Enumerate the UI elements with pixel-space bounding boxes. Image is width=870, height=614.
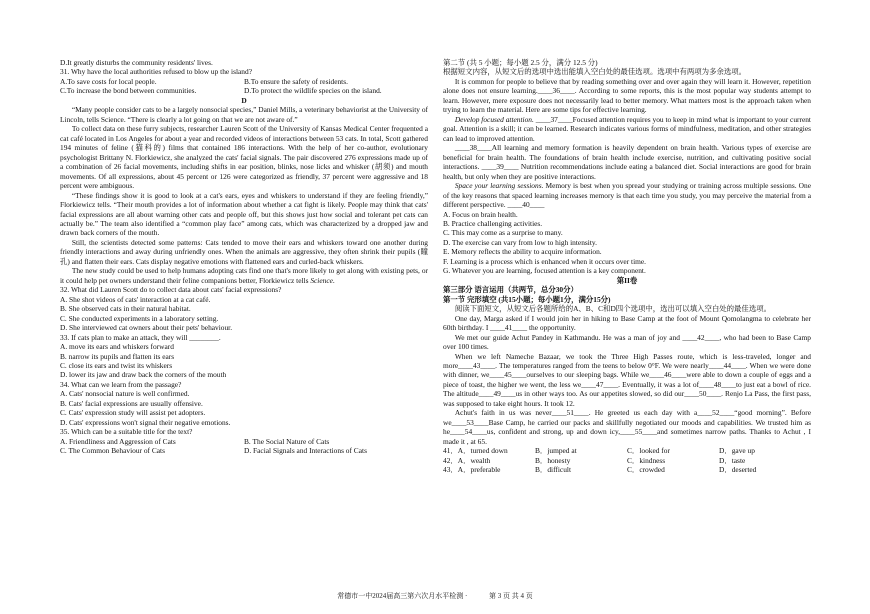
option: D．taste xyxy=(719,455,746,465)
option-c: C. This may come as a surprise to many. xyxy=(443,228,563,238)
option-b: B. The Social Nature of Cats xyxy=(244,436,330,446)
option-c: C.To increase the bond between communities. xyxy=(60,86,197,96)
option-a: A. She shot videos of cats' interaction at a cat café. xyxy=(60,294,211,304)
question-42-options xyxy=(443,456,811,465)
option-d: D. Facial Signals and Interactions of Cats xyxy=(244,446,367,456)
option: D．deserted xyxy=(719,465,757,475)
option-c: C. close its ears and twist its whiskers xyxy=(60,361,173,370)
paragraph: It is common for people to believe that by reading something over and over again they will learn it. However, repetition alone does not ensure learning.____36____. According to some reports, this is the most popular way students attempt to learn. However, mere exposure does not necessarily lead to better memory. What matters most is the approach taken when trying to learn the material. Here are some tips for effective learning. xyxy=(443,76,811,115)
option-a: A.To save costs for local people. xyxy=(60,76,157,86)
option-b: B. Practice challenging activities. xyxy=(443,218,543,228)
option-b: B. She observed cats in their natural habitat. xyxy=(60,304,191,314)
question-33: 33. If cats plan to make an attack, they will ________. xyxy=(60,332,221,342)
option-a: A. Cats' nonsocial nature is well confirmed. xyxy=(60,389,190,399)
option: C．kindness xyxy=(627,455,666,465)
option: 43．A．preferable xyxy=(443,465,501,475)
option-b: B.To ensure the safety of residents. xyxy=(244,76,348,86)
option: B．difficult xyxy=(535,465,571,475)
question-31: 31. Why have the local authorities refused to blow up the island? xyxy=(60,67,252,77)
question-43-options xyxy=(443,465,811,474)
section-instructions: 根据短文内容，从短文后的选项中选出能填入空白处的最佳选项。选项中有两项为多余选项。 xyxy=(443,67,747,77)
paragraph xyxy=(443,181,811,209)
option-a: A. Focus on brain health. xyxy=(443,209,518,219)
paragraph: “Many people consider cats to be a largely nonsocial species,” Daniel Mills, a veterinary behaviorist at the University of Lincoln, tells Science. “There is clearly a lot going on that we are not aware of.” xyxy=(60,105,428,124)
option-row xyxy=(60,446,428,455)
option-f: F. Learning is a process which is enhanced when it occurs over time. xyxy=(443,256,646,266)
option: 41．A．turned down xyxy=(443,446,508,456)
paragraph: To collect data on these furry subjects, researcher Lauren Scott of the University of Kansas Medical Center frequented a cat café located in Los Angeles for about a year and recorded videos of interactions between 53 cats. In total, Scott gathered 194 minutes of feline (猫科的) films that contained 186 interactions. With the help of her co-author, evolutionary psychologist Brittany N. Florkiewicz, she analyzed the cats' facial signals. The pair discovered 276 expressions made up of a combination of 26 facial movements, including shifts in ear position, blinks, nose licks and whisker (胡须) and mouth movements. Of all expressions, about 45 percent or 126 were categorized as friendly, 37 percent were aggressive and 18 percent were ambiguous. xyxy=(60,124,428,191)
school-name: 常德市一中2024届高三第六次月水平检测 · xyxy=(337,592,468,600)
paragraph-text: Memory is best when you spread your studying or training across multiple sessions. One of the key reasons that spaced learning increases memory is that each time you study, you may perceive the material from a different perspective. ____40____ xyxy=(443,181,811,210)
paragraph-italic: Science xyxy=(310,275,333,285)
paragraph: Achut's faith in us was never____51____. He greeted us each day with a____52____“good morning”. Before we____53____Base Camp, he carried our packs and skillfully negotiated our moods and capabilities. We trusted him as he____54____us, confident and strong, up and down icy,____55____and sometimes narrow paths. Thanks to Achut , I made it , at 65. xyxy=(443,408,811,446)
left-column xyxy=(60,58,428,456)
option: B．jumped at xyxy=(535,446,577,456)
page-footer xyxy=(0,592,870,601)
option-g: G. Whatever you are learning, focused attention is a key component. xyxy=(443,266,646,276)
option-line: D.It greatly disturbs the community residents' lives. xyxy=(60,58,213,67)
part-heading: 第三部分 语言运用（共两节，总分30分） xyxy=(443,285,578,295)
option: C．crowded xyxy=(627,465,665,475)
paragraph-text: The new study could be used to help humans adopting cats find one that's more likely to get along with existing pets, or it could help pet owners understand their feline companions better, Florkiewicz tells xyxy=(60,266,428,285)
option-row xyxy=(60,77,428,86)
question-35: 35. Which can be a suitable title for the text? xyxy=(60,427,193,437)
question-41-options xyxy=(443,446,811,455)
option-row xyxy=(60,437,428,446)
option-d: D. The exercise can vary from low to high intensity. xyxy=(443,237,597,247)
paragraph: The new study could be used to help humans adopting cats find one that's more likely to get along with existing pets, or it could help pet owners understand their feline companions better, Florkiewicz tells Science. xyxy=(60,266,428,285)
question-34: 34. What can we learn from the passage? xyxy=(60,379,182,389)
section-heading: 第二节 (共 5 小题；每小题 2.5 分，满分 12.5 分) xyxy=(443,58,598,67)
question-32: 32. What did Lauren Scott do to collect data about cats' facial expressions? xyxy=(60,285,282,295)
option-c: C. The Common Behaviour of Cats xyxy=(60,446,165,456)
paragraph: We met our guide Achut Pandey in Kathmandu. He was a man of joy and ____42____, who had been to Base Camp over 100 times. xyxy=(443,332,811,352)
option-c: C. Cats' expression study will assist pet adopters. xyxy=(60,408,206,418)
option: B．honesty xyxy=(535,455,571,465)
option-d: D.To protect the wildlife species on the island. xyxy=(244,86,382,96)
option-a: A. Friendliness and Aggression of Cats xyxy=(60,436,176,446)
option: 42．A．wealth xyxy=(443,455,491,465)
option-d: D. lower its jaw and draw back the corners of the mouth xyxy=(60,370,227,380)
option-e: E. Memory reflects the ability to acquire information. xyxy=(443,247,602,257)
option-b: B. narrow its pupils and flatten its ears xyxy=(60,351,175,361)
volume-title: 第II卷 xyxy=(616,275,638,285)
passage-letter: D xyxy=(241,95,247,105)
paragraph: Still, the scientists detected some patterns: Cats tended to move their ears and whiskers toward one another during friendly interactions and away during unfriendly ones. When the animals are aggressive, they often shrink their pupils (瞳孔) and flatten their ears. Cats display negative emotions with flattened ears and curled-back whiskers. xyxy=(60,237,428,266)
right-column xyxy=(443,58,811,475)
option-c: C. She conducted experiments in a laboratory setting. xyxy=(60,313,219,323)
subheading: Develop focused attention. xyxy=(454,114,534,124)
page-number: 第 3 页 共 4 页 xyxy=(489,592,533,600)
paragraph: One day, Marga asked if I would join her in hiking to Base Camp at the foot of Mount Qomolangma to celebrate her 60th birthday. I ____41____ the opportunity. xyxy=(443,313,811,333)
option-row xyxy=(60,86,428,95)
paragraph: “These findings show it is good to look at a cat's ears, eyes and whiskers to understand if they are feeling friendly,” Florkiewicz tells. “Their mouth provides a lot of information about whether a cat fight is likely. People may think that cats' facial expressions are all about warning other cats and people off, but this shows just how social and tolerant pet cats can actually be.” The team also identified a “common play face” among cats, which was characterized by a dropped jaw and drawn back corners of the mouth. xyxy=(60,190,428,238)
paragraph: ____38____All learning and memory formation is heavily dependent on brain health. Various types of exercise are beneficial for brain health. The foundations of brain health include exercise, nutrition, and cultivating positive social interactions. ____39____ Nutrition recommendations include eating a balanced diet. Social interactions are good for brain health, but only when they are positive interactions. xyxy=(443,143,811,181)
option: D．gave up xyxy=(719,446,755,456)
option-a: A. move its ears and whiskers forward xyxy=(60,342,174,352)
section-heading: 第一节 完形填空 (共15小题；每小题1分，满分15分) xyxy=(443,294,611,304)
option-d: D. Cats' expressions won't signal their negative emotions. xyxy=(60,417,231,427)
section-instructions: 阅读下面短文，从短文后各题所给的A、B、C和D四个选项中，选出可以填入空白处的最佳选项。 xyxy=(454,304,771,314)
paragraph: When we left Nameche Bazaar, we took the Three High Passes route, which is less-traveled, longer and more____43____. The temperatures ranged from the teens to below 0°F. We were nearly____44____. When we were done with dinner, we____45____ourselves to our sleeping bags. While we____46____were able to down a couple of eggs and a piece of toast, the higher we went, the less we____47____. Eventually, it was a lot of____48____to just eat a bowl of rice. The altitude____49____us in other ways too. As our appetites slowed, so did our____50____. Renjo La Pass, the first pass, was supposed to take eight hours. It took 12. xyxy=(443,351,811,408)
paragraph-text: ____37____Focused attention requires you to keep in mind what is important to your current goal. Attention is a skill; it can be learned. Research indicates various forms of mindfulness, meditation, and other strategies can lead to improved attention. xyxy=(443,114,811,143)
paragraph xyxy=(443,115,811,143)
option: C．looked for xyxy=(627,446,670,456)
option-b: B. Cats' facial expressions are usually offensive. xyxy=(60,398,203,408)
option-d: D. She interviewed cat owners about their pets' behaviour. xyxy=(60,323,233,333)
subheading: Space your learning sessions. xyxy=(454,181,544,191)
